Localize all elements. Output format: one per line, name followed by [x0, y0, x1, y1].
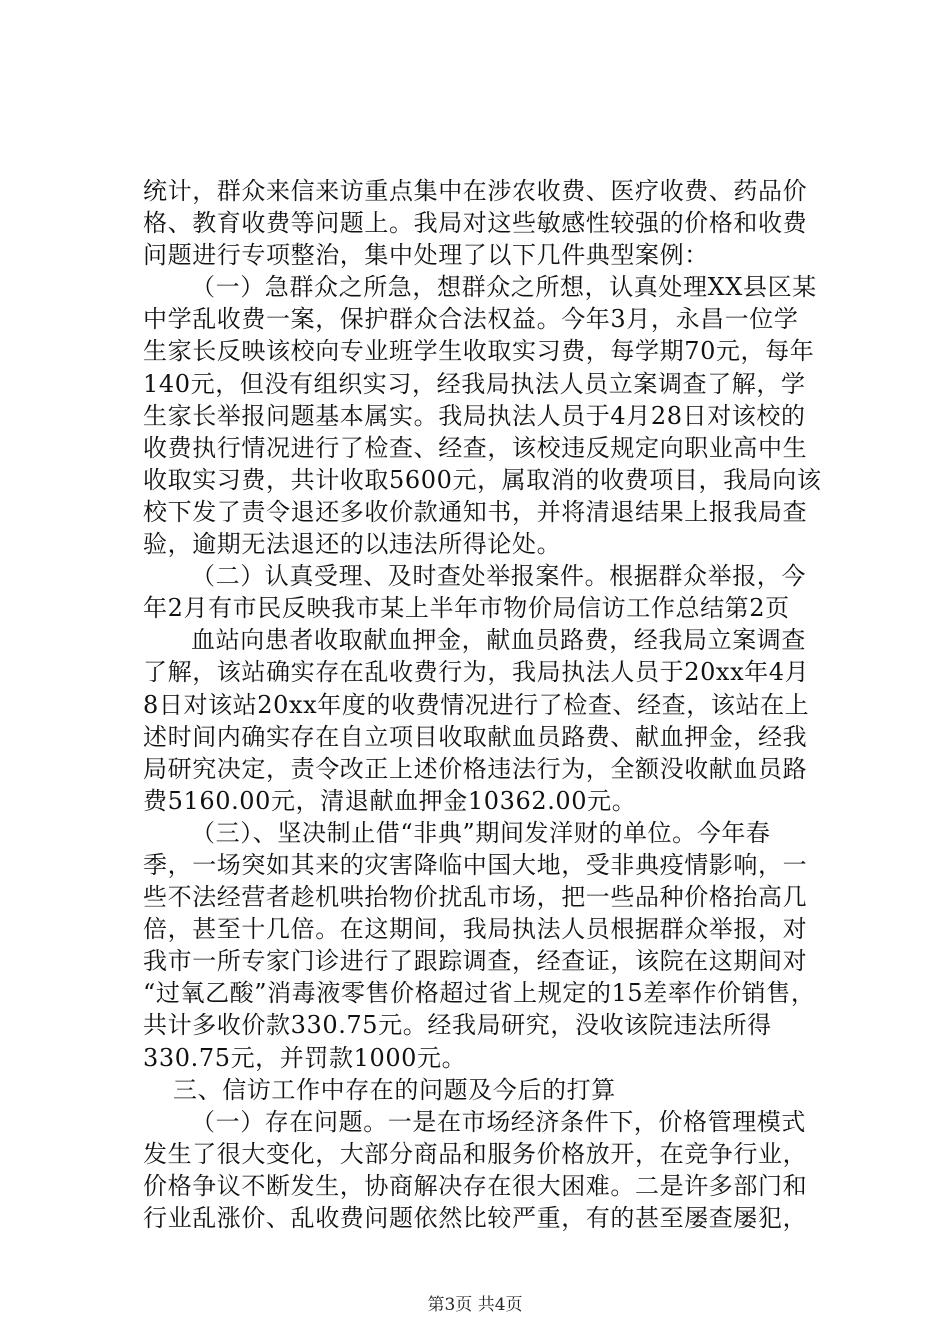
- text-line: 330.75元，并罚款1000元。: [143, 1043, 467, 1072]
- section-heading: 三、信访工作中存在的问题及今后的打算: [173, 1075, 616, 1104]
- text-line: 血站向患者收取献血押金，献血员路费，经我局立案调查: [191, 626, 806, 655]
- text-line: 收费执行情况进行了检查、经查，该校违反规定向职业高中生: [143, 433, 808, 462]
- page-number-footer: 第3页 共4页: [427, 1295, 523, 1315]
- text-line: 倍，甚至十几倍。在这期间，我局执法人员根据群众举报，对: [143, 915, 808, 944]
- text-line: 生家长举报问题基本属实。我局执法人员于4月28日对该校的: [143, 401, 806, 430]
- text-line: （二）认真受理、及时查处举报案件。根据群众举报，今: [191, 562, 806, 591]
- text-line: 统计，群众来信来访重点集中在涉农收费、医疗收费、药品价: [143, 177, 808, 205]
- text-line: 了解，该站确实存在乱收费行为，我局执法人员于20xx年4月: [143, 658, 810, 687]
- text-line: 我市一所专家门诊进行了跟踪调查，经查证，该院在这期间对: [143, 947, 808, 976]
- text-line: 校下发了责令退还多收价款通知书，并将清退结果上报我局查: [143, 497, 808, 526]
- body-text: [143, 175, 833, 1234]
- text-line: “过氧乙酸”消毒液零售价格超过省上规定的15差率作价销售，: [143, 979, 816, 1008]
- text-line: 述时间内确实存在自立项目收取献血员路费、献血押金，经我: [143, 722, 808, 751]
- text-line: 年2月有市民反映我市某上半年市物价局信访工作总结第2页: [143, 594, 790, 623]
- text-line: 中学乱收费一案，保护群众合法权益。今年3月，永昌一位学: [143, 305, 799, 334]
- text-line: 共计多收价款330.75元。经我局研究，没收该院违法所得: [143, 1011, 772, 1040]
- text-line: 局研究决定，责令改正上述价格违法行为，全额没收献血员路: [143, 754, 808, 783]
- text-line: 生家长反映该校向专业班学生收取实习费，每学期70元，每年: [143, 337, 815, 366]
- text-line: 格、教育收费等问题上。我局对这些敏感性较强的价格和收费: [143, 209, 808, 238]
- text-line: （一）存在问题。一是在市场经济条件下，价格管理模式: [191, 1107, 806, 1136]
- text-line: 140元，但没有组织实习，经我局执法人员立案调查了解，学: [143, 369, 806, 398]
- text-line: 8日对该站20xx年度的收费情况进行了检查、经查，该站在上: [143, 690, 810, 719]
- text-line: 验，逾期无法退还的以违法所得论处。: [143, 530, 562, 559]
- text-line: 费5160.00元，清退献血押金10362.00元。: [143, 786, 637, 815]
- text-line: 价格争议不断发生，协商解决存在很大困难。二是许多部门和: [143, 1171, 808, 1200]
- text-line: 发生了很大变化，大部分商品和服务价格放开，在竞争行业，: [143, 1139, 808, 1168]
- text-line: 问题进行专项整治，集中处理了以下几件典型案例：: [143, 241, 709, 270]
- text-line: （三）、坚决制止借“非典”期间发洋财的单位。今年春: [191, 818, 771, 847]
- text-line: （一）急群众之所急，想群众之所想，认真处理XX县区某: [191, 273, 817, 302]
- text-line: 些不法经营者趁机哄抬物价扰乱市场，把一些品种价格抬高几: [143, 883, 808, 912]
- text-line: 季，一场突如其来的灾害降临中国大地，受非典疫情影响，一: [143, 850, 808, 879]
- text-line: 行业乱涨价、乱收费问题依然比较严重，有的甚至屡查屡犯，: [143, 1204, 808, 1232]
- text-line: 收取实习费，共计收取5600元，属取消的收费项目，我局向该: [143, 465, 822, 494]
